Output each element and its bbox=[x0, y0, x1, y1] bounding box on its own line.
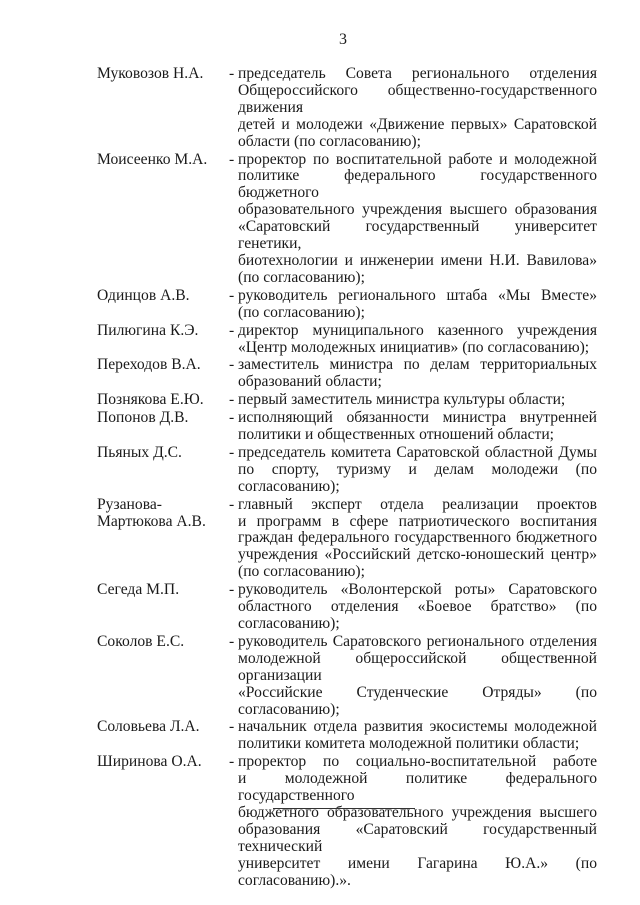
role-line: начальник отдела развития экосистемы молодежной bbox=[238, 718, 597, 736]
member-role bbox=[238, 323, 597, 357]
dash-separator: - bbox=[229, 286, 235, 304]
role-line: политики и общественных отношений области; bbox=[238, 426, 554, 444]
role-line: образований области; bbox=[238, 373, 382, 391]
member-name bbox=[97, 445, 229, 496]
role-line: образования «Саратовский государственный технический bbox=[238, 820, 597, 855]
member-name-line: Сегеда М.П. bbox=[97, 581, 180, 599]
role-line: граждан федерального государственного бюджетного bbox=[238, 529, 597, 547]
member-name bbox=[97, 754, 229, 889]
role-line: руководитель Саратовского регионального отделения bbox=[238, 632, 597, 650]
member-role bbox=[238, 392, 597, 409]
member-name-line: Пилюгина К.Э. bbox=[97, 321, 199, 339]
member-entry bbox=[97, 323, 597, 357]
member-entry bbox=[97, 392, 597, 409]
role-line: проректор по социально-воспитательной работе bbox=[238, 753, 597, 771]
member-role bbox=[238, 497, 597, 582]
dash-separator: - bbox=[229, 65, 235, 82]
member-name-line: Муковозов Н.А. bbox=[97, 65, 204, 82]
dash-separator: - bbox=[229, 443, 235, 461]
role-line: детей и молодежи «Движение первых» Саратовской bbox=[238, 115, 597, 133]
role-line: молодежной общероссийской общественной организации bbox=[238, 649, 597, 684]
member-name-line: Соловьева Л.А. bbox=[97, 718, 200, 736]
member-name bbox=[97, 410, 229, 444]
member-entry bbox=[97, 66, 597, 151]
member-name-line: Одинцов А.В. bbox=[97, 286, 190, 304]
role-line: университет имени Гагарина Ю.А.» (по согласованию).». bbox=[238, 854, 597, 889]
member-entry bbox=[97, 754, 597, 889]
role-line: председатель Совета регионального отделения bbox=[238, 65, 597, 82]
member-role bbox=[238, 582, 597, 633]
member-name-line: Моисеенко М.А. bbox=[97, 150, 208, 168]
member-role bbox=[238, 66, 597, 151]
member-name-line: Познякова Е.Ю. bbox=[97, 391, 204, 409]
role-line: директор муниципального казенного учреждения bbox=[238, 321, 597, 339]
member-name bbox=[97, 152, 229, 287]
dash-separator: - bbox=[229, 150, 235, 168]
role-line: областного отделения «Боевое братство» (по согласованию); bbox=[238, 598, 597, 632]
member-name-line: Пьяных Д.С. bbox=[97, 443, 182, 461]
member-role bbox=[238, 634, 597, 719]
member-name bbox=[97, 497, 229, 582]
member-entry bbox=[97, 445, 597, 496]
role-line: (по согласованию); bbox=[238, 268, 365, 286]
role-line: заместитель министра по делам территориальных bbox=[238, 356, 597, 374]
dash-separator: - bbox=[229, 581, 235, 599]
dash-separator: - bbox=[229, 718, 235, 736]
member-name-line: Мартюкова А.В. bbox=[97, 512, 206, 530]
closing-rule bbox=[273, 808, 415, 809]
role-line: первый заместитель министра культуры области; bbox=[238, 391, 566, 409]
role-line: по спорту, туризму и делам молодежи (по согласованию); bbox=[238, 460, 597, 495]
role-line: «Саратовский государственный университет генетики, bbox=[238, 218, 597, 253]
member-role bbox=[238, 357, 597, 391]
member-entry bbox=[97, 719, 597, 753]
role-line: (по согласованию); bbox=[238, 303, 365, 321]
member-entry bbox=[97, 152, 597, 287]
member-name bbox=[97, 66, 229, 151]
member-name bbox=[97, 288, 229, 322]
dash-separator: - bbox=[229, 632, 235, 650]
role-line: политике федерального государственного бюджетного bbox=[238, 167, 597, 202]
member-name-line: Попонов Д.В. bbox=[97, 409, 189, 427]
role-line: (по согласованию); bbox=[238, 563, 365, 581]
member-name bbox=[97, 392, 229, 409]
member-role bbox=[238, 288, 597, 322]
role-line: биотехнологии и инженерии имени Н.И. Вавилова» bbox=[238, 251, 597, 269]
member-role bbox=[238, 719, 597, 753]
dash-separator: - bbox=[229, 356, 235, 374]
member-entry bbox=[97, 410, 597, 444]
role-line: «Центр молодежных инициатив» (по согласованию); bbox=[238, 338, 590, 356]
role-line: руководитель регионального штаба «Мы Вместе» bbox=[238, 286, 597, 304]
role-line: бюджетного образовательного учреждения высшего bbox=[238, 803, 597, 821]
member-role bbox=[238, 152, 597, 287]
dash-separator: - bbox=[229, 321, 235, 339]
member-name bbox=[97, 634, 229, 719]
dash-separator: - bbox=[229, 495, 235, 513]
role-line: «Российские Студенческие Отряды» (по согласованию); bbox=[238, 683, 597, 718]
role-line: исполняющий обязанности министра внутренней bbox=[238, 409, 597, 427]
role-line: и молодежной политике федерального государственного bbox=[238, 770, 597, 805]
role-line: учреждения «Российский детско-юношеский центр» bbox=[238, 546, 597, 564]
member-name bbox=[97, 719, 229, 753]
member-entry bbox=[97, 357, 597, 391]
role-line: главный эксперт отдела реализации проектов bbox=[238, 495, 597, 513]
member-role bbox=[238, 410, 597, 444]
member-role bbox=[238, 754, 597, 889]
member-name-line: Рузанова- bbox=[97, 495, 162, 513]
member-list bbox=[97, 66, 597, 891]
role-line: образовательного учреждения высшего образования bbox=[238, 201, 597, 219]
role-line: Общероссийского общественно-государственного движения bbox=[238, 81, 597, 116]
dash-separator: - bbox=[229, 753, 235, 771]
member-entry bbox=[97, 288, 597, 322]
role-line: и программ в сфере патриотического воспитания bbox=[238, 512, 597, 530]
page-number: 3 bbox=[339, 31, 347, 48]
role-line: политики комитета молодежной политики области; bbox=[238, 735, 580, 753]
member-name bbox=[97, 323, 229, 357]
member-name-line: Соколов Е.С. bbox=[97, 632, 185, 650]
role-line: председатель комитета Саратовской областной Думы bbox=[238, 443, 597, 461]
dash-separator: - bbox=[229, 409, 235, 427]
role-line: руководитель «Волонтерской роты» Саратовского bbox=[238, 581, 597, 599]
role-line: проректор по воспитательной работе и молодежной bbox=[238, 150, 597, 168]
dash-separator: - bbox=[229, 391, 235, 409]
member-role bbox=[238, 445, 597, 496]
member-name bbox=[97, 357, 229, 391]
member-entry bbox=[97, 634, 597, 719]
member-name-line: Ширинова О.А. bbox=[97, 753, 202, 771]
member-name bbox=[97, 582, 229, 633]
member-name-line: Переходов В.А. bbox=[97, 356, 201, 374]
member-entry bbox=[97, 497, 597, 582]
member-entry bbox=[97, 582, 597, 633]
role-line: области (по согласованию); bbox=[238, 132, 421, 150]
